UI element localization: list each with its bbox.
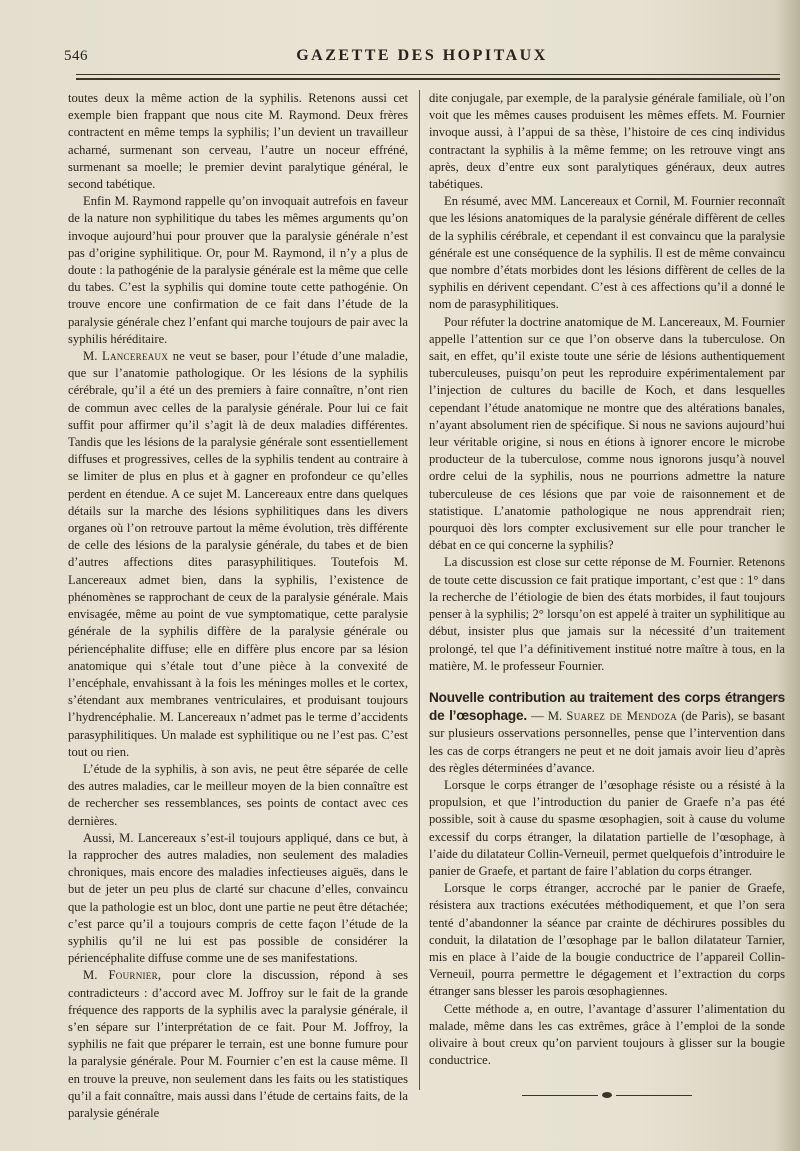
paragraph: Lorsque le corps étranger, accroché par le panier de Graefe, résistera aux tractions exécutées méthodiquement, et que l’on sera tenté d’abandonner la séance par crainte de déchirures possibles du conduit, la dilatation de l’œsophage par le ballon dilatateur Tarnier, mis en place à l’aide de la bougie conductrice de l’appareil Collin-Verneuil, pourra permettre le dégagement et l’extraction du corps étranger sans blesser les parois œsophagiennes. (429, 881, 785, 999)
paragraph: En résumé, avec MM. Lancereaux et Cornil, M. Fournier reconnaît que les lésions anatomiques de la paralysie générale diffèrent de celles de la syphilis cérébrale, et cependant il est convaincu que la paralysie générale est une conséquence de la syphilis. Il est de même convaincu que nombre d’états morbides dont les lésions diffèrent de celles de la syphilis en dérivent cependant. C’est à ces affections qu’il a donné le nom de parasyphilitiques. (429, 194, 785, 312)
paragraph: L’étude de la syphilis, à son avis, ne peut être séparée de celle des autres maladies, car le meilleur moyen de la bien connaître est de rechercher ses ressemblances, ses points de contact avec ces dernières. (68, 761, 408, 828)
header-rule-top (76, 74, 780, 75)
section-lead: Nouvelle contribution au traitement des corps étrangers de l’œsophage. — M. Suarez de Mendoza (de Paris), se basant sur plusieurs osservations personnelles, pense que l’intervention dans les cas de corps étrangers ne peut et ne doit jamais avoir lieu d’après des règles déterminées d’avance. (429, 689, 785, 775)
section-title: Nouvelle contribution au traitement des corps étrangers de l’œsophage. (429, 689, 785, 724)
author-name: Lancereaux (101, 349, 169, 364)
paragraph: M. Fournier, pour clore la discussion, répond à ses contradicteurs : d’accord avec M. Joffroy sur le fait de la grande fréquence des rapports de la syphilis avec la paralysie générale, il s’en sépare sur l’interprétation de ce fait. Pour M. Joffroy, la syphilis ne fait que préparer le terrain, est une bonne fumure pour la paralysie générale. Pour M. Fournier c’en est la cause même. Il en trouve la preuve, non seulement dans les faits ou les statistiques qu’il a fait connaître, mais aussi dans l’étude de certains faits, de la paralysie générale (68, 968, 408, 1120)
paragraph: La discussion est close sur cette réponse de M. Fournier. Retenons de toute cette discussion ce fait pratique important, c’est que : 1° dans la recherche de l’étiologie de bien des états morbides, il faut toujours penser à la syphilis; 2° lorsqu’on est appelé à traiter un syphilitique au début, insister plus que jamais sur la nécessité d’un traitement prolongé, tel que l’a définitivement institué notre maître à tous, en la matière, M. le professeur Fournier. (429, 555, 785, 673)
end-ornament (522, 1091, 692, 1101)
paragraph: Enfin M. Raymond rappelle qu’on invoquait autrefois en faveur de la nature non syphilitique du tabes les mêmes arguments qu’on invoque aujourd’hui pour prouver que la paralysie générale n’est pas d’origine syphilitique. Or, pour M. Raymond, il n’y a plus de doute : la pathogénie de la paralysie générale est la même que celle du tabes. C’est la syphilis qui domine toute cette pathogénie. On trouve encore une confirmation de ce fait dans l’étude de la paralysie générale chez l’enfant qui marche toujours de pair avec la syphilis héréditaire. (68, 194, 408, 346)
paragraph: Lorsque le corps étranger de l’œsophage résiste ou a résisté à la propulsion, et que l’introduction du panier de Graefe n’a pas été possible, soit à cause du spasme œsophagien, soit à cause du volume excessif du corps étranger, la dilatation partielle de l’œsophage, à l’aide du dilatateur Collin-Verneuil, permet quelquefois d’introduire le panier de Graefe, et partant de faire l’ablation du corps étranger. (429, 777, 785, 878)
paragraph: toutes deux la même action de la syphilis. Retenons aussi cet exemple bien frappant que nous cite M. Raymond. Deux frères contractent en même temps la syphilis; l’un devient un travailleur acharné, surmenant son cerveau, l’autre un noceur effréné, surmenant sa moelle; le premier devint paralytique général, le second tabétique. (68, 91, 408, 192)
author-name: Fournier (108, 968, 158, 983)
author-name: Suarez de Mendoza (566, 709, 678, 724)
right-column (429, 90, 785, 1145)
paragraph: Aussi, M. Lancereaux s’est-il toujours appliqué, dans ce but, à la rapprocher des autres maladies, non seulement des maladies chroniques, mais encore des maladies infectieuses aiguës, dans le but de jeter un peu plus de clarté sur chacune d’elles, convaincu que la pathologie est un bloc, dont une partie ne peut être détachée; c’est parce qu’il a toujours compris de cette façon l’étude de la syphilis qu’il ne lui est pas possible de considérer la périencéphalite diffuse comme une de ses manifestations. (68, 830, 408, 966)
journal-title: GAZETTE DES HOPITAUX (296, 47, 548, 64)
paragraph: M. Lancereaux ne veut se baser, pour l’étude d’une maladie, que sur l’anatomie pathologique. Or les lésions de la syphilis cérébrale, qu’il a été un des premiers à faire connaître, n’ont rien de commun avec celles de la paralysie générale. Pour lui ce fait suffit pour affirmer qu’il s’agit là de deux maladies différentes. Tandis que les lésions de la paralysie générale sont essentiellement diffuses et progressives, celles de la syphilis tendent au contraire à se limiter de plus en plus et à gagner en profondeur ce qu’elles perdent en étendue. A ce sujet M. Lancereaux entre dans quelques détails sur la marche des lésions syphilitiques dans les divers organes où l’on retrouve partout la même évolution, très différente de celle des lésions de la paralysie générale, du tabes et de bien d’autres affections dites parasyphilitiques. Toutefois M. Lancereaux admet bien, dans la syphilis, l’existence de phénomènes se rapprochant de ceux de la paralysie générale. Mais envisagée, même au point de vue symptomatique, cette paralysie générale de la syphilis diffère de la paralysie générale ou périencéphalite diffuse; elle en diffère plus encore par sa lésion anatomique qui s’étale tout d’une pièce à la convexité de l’encéphale, envahissant à la fois les méninges molles et le cortex, s’étendant aux membranes ventriculaires, et produisant toujours l’hydrencéphalie. M. Lancereaux n’admet pas le terme d’accidents parasyphilitiques. Un malade est syphilitique ou ne l’est pas. C’est tout ou rien. (68, 349, 408, 759)
paragraph: dite conjugale, par exemple, de la paralysie générale familiale, où l’on voit que les mêmes causes produisent les mêmes effets. M. Fournier invoque aussi, à l’appui de sa thèse, l’histoire de ces cinq individus contractant la syphilis à la même femme; on les retrouve vingt ans après, deux d’entre eux sont paralytiques généraux, deux autres tabétiques. (429, 91, 785, 192)
page-header (64, 44, 780, 70)
header-rule-bottom (76, 78, 780, 80)
paragraph: Pour réfuter la doctrine anatomique de M. Lancereaux, M. Fournier appelle l’attention sur ce que l’on observe dans la tuberculose. On sait, en effet, qu’il existe toute une série de lésions authentiquement tuberculeuses, puisqu’on peut les reproduire expérimentalement par l’injection de cultures du bacille de Koch, et dans lesquelles cependant l’étude anatomique ne montre que des altérations banales, n’ayant absolument rien de spécifique. Si nous ne savions aujourd’hui leur véritable origine, si nous en étions à ignorer encore le microbe producteur de la tuberculose, comme nous ignorons jusqu’à nouvel ordre celui de la syphilis, nous ne pourrions admettre la nature tuberculeuse de ces lésions que par voie de raisonnement et de statistique. L’anatomie pathologique ne nous apprendrait rien; pourquoi dès lors compter exclusivement sur elle pour trancher le débat en ce qui concerne la syphilis? (429, 314, 785, 553)
page-number: 546 (64, 48, 88, 64)
paragraph: Cette méthode a, en outre, l’avantage d’assurer l’alimentation du malade, même dans les cas extrêmes, grâce à l’emploi de la sonde olivaire à bout creux qu’on parvient toujours à glisser sur la bougie conductrice. (429, 1001, 785, 1068)
left-column (68, 90, 408, 1145)
column-divider (419, 90, 420, 1090)
